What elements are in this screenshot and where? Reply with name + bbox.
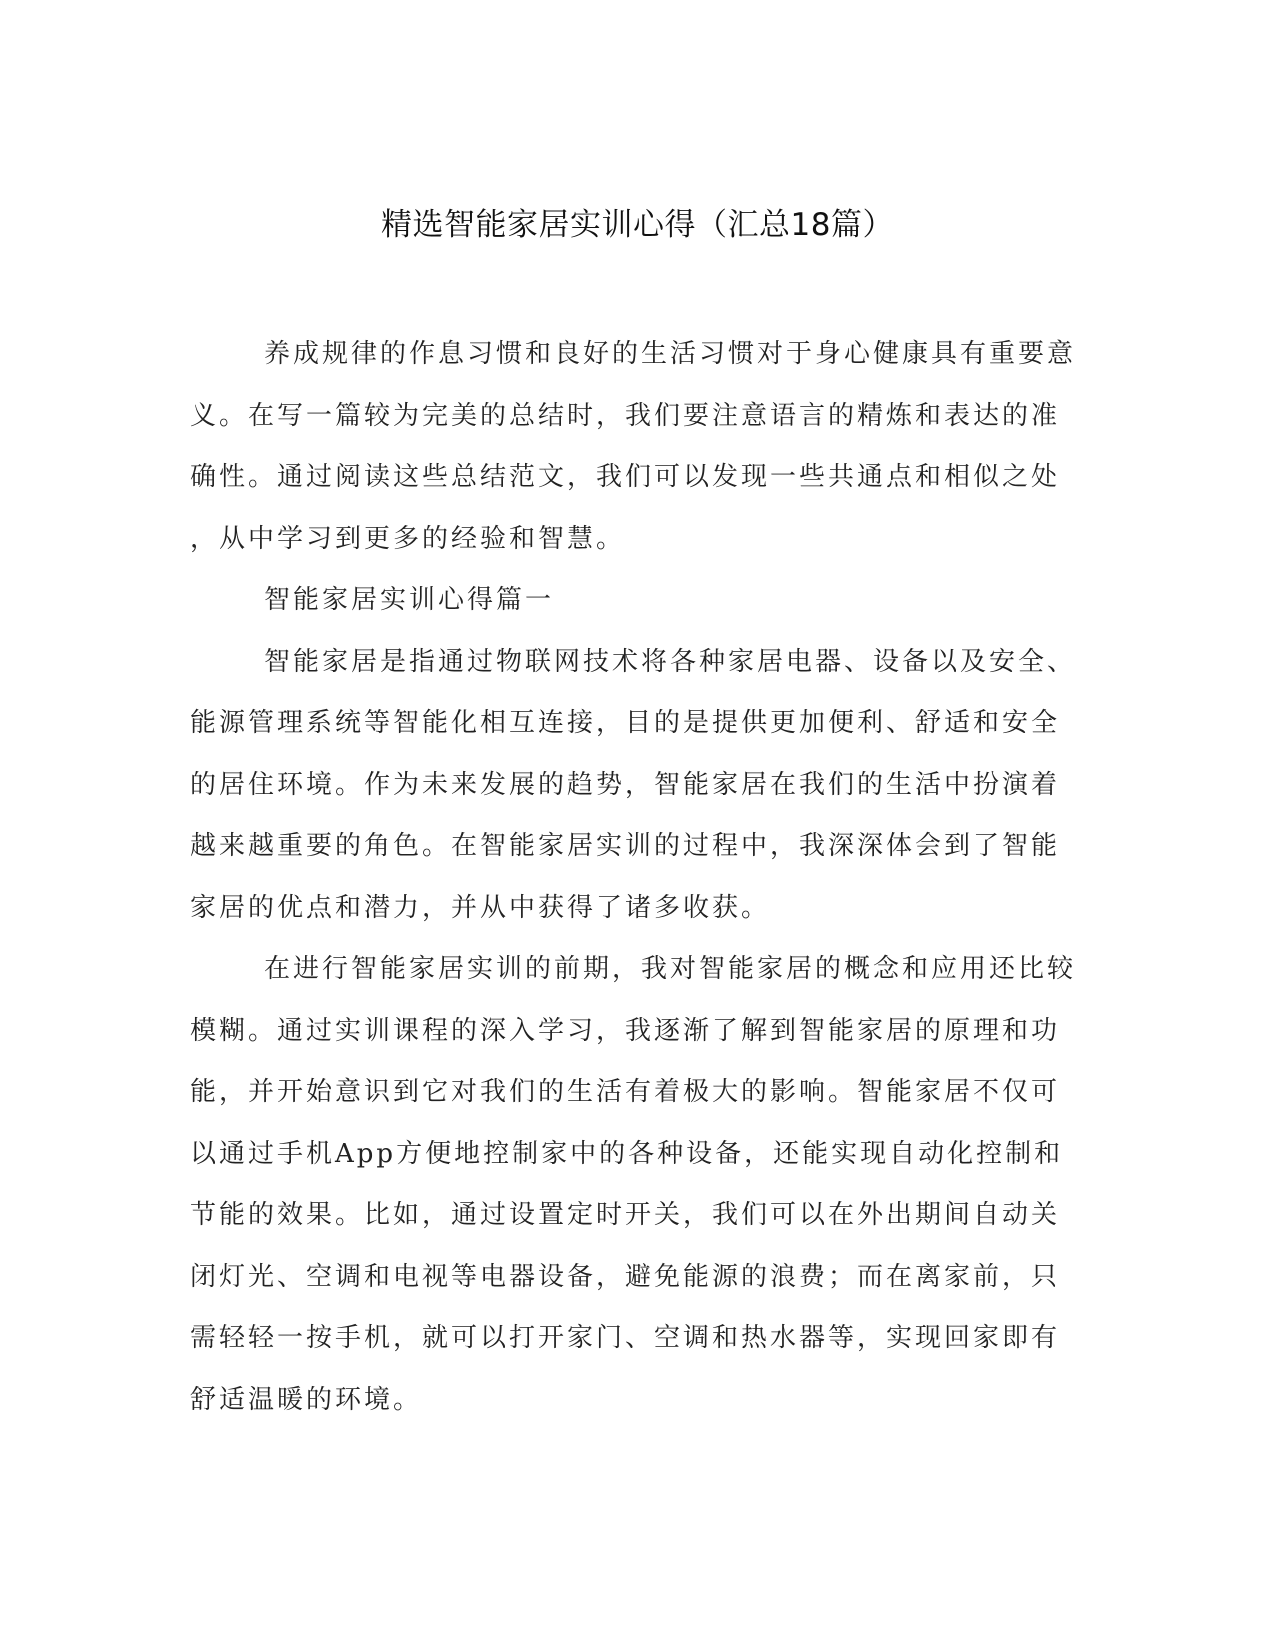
text-line: 模糊。通过实训课程的深入学习，我逐渐了解到智能家居的原理和功 (190, 1015, 1061, 1046)
text-line: 节能的效果。比如，通过设置定时开关，我们可以在外出期间自动关 (190, 1200, 1061, 1230)
text-line: ，从中学习到更多的经验和智慧。 (190, 523, 626, 554)
text-line: 能，并开始意识到它对我们的生活有着极大的影响。智能家居不仅可 (190, 1077, 1061, 1107)
text-line: 以通过手机App方便地控制家中的各种设备，还能实现自动化控制和 (190, 1138, 1064, 1169)
document-body (190, 324, 1080, 1431)
text-line: 义。在写一篇较为完美的总结时，我们要注意语言的精炼和表达的准 (190, 400, 1061, 431)
text-line: 养成规律的作息习惯和良好的生活习惯对于身心健康具有重要意 (264, 339, 1077, 369)
text-line: 越来越重要的角色。在智能家居实训的过程中，我深深体会到了智能 (190, 831, 1061, 861)
text-line: 需轻轻一按手机，就可以打开家门、空调和热水器等，实现回家即有 (190, 1323, 1061, 1353)
document-title: 精选智能家居实训心得（汇总18篇） (381, 207, 894, 243)
text-line: 舒适温暖的环境。 (190, 1384, 423, 1415)
text-line: 智能家居是指通过物联网技术将各种家居电器、设备以及安全、 (264, 646, 1077, 677)
text-line: 家居的优点和潜力，并从中获得了诸多收获。 (190, 892, 771, 923)
text-line: 能源管理系统等智能化相互连接，目的是提供更加便利、舒适和安全 (190, 708, 1061, 738)
section-heading: 智能家居实训心得篇一 (264, 585, 555, 615)
text-line: 闭灯光、空调和电视等电器设备，避免能源的浪费；而在离家前，只 (190, 1261, 1061, 1292)
text-line: 的居住环境。作为未来发展的趋势，智能家居在我们的生活中扮演着 (190, 769, 1061, 800)
text-line: 确性。通过阅读这些总结范文，我们可以发现一些共通点和相似之处 (190, 462, 1061, 492)
text-line: 在进行智能家居实训的前期，我对智能家居的概念和应用还比较 (264, 954, 1077, 984)
